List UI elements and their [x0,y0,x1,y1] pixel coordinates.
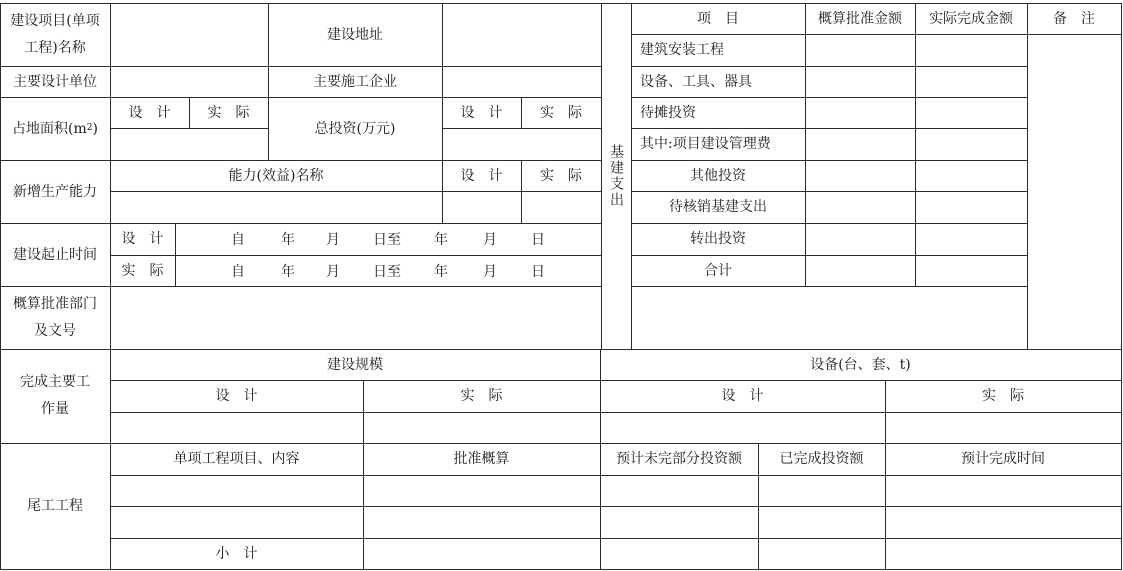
expenditure-item: 转出投资 [690,231,746,247]
capital-expenditure-label: 基建支出 [608,144,624,208]
date-month: 月 [483,263,497,280]
capacity-name-label: 能力(效益)名称 [228,167,324,184]
capacity-design-label: 设 计 [460,167,503,184]
designer-label: 主要设计单位 [13,73,97,90]
period-design-label: 设 计 [121,231,164,247]
land-area-actual-label: 实 际 [207,104,250,121]
equipment-actual-field[interactable] [886,413,1121,443]
date-year: 年 [281,232,295,248]
expenditure-item: 待核销基建支出 [669,199,767,215]
project-name-label: 建设项目(单项工程)名称 [10,12,100,56]
capacity-actual-field[interactable] [522,192,601,223]
land-area-suffix: ) [92,120,98,137]
approval-dept-field[interactable] [111,287,601,349]
date-day-to: 日至 [373,263,401,280]
land-area-design-field[interactable] [111,129,189,160]
address-field[interactable] [443,4,601,66]
land-area-sup: 2 [86,123,93,133]
expenditure-blank-row[interactable] [632,287,1027,349]
capacity-design-field[interactable] [443,192,521,223]
subtotal-label: 小 计 [215,545,258,562]
expenditure-item: 合计 [704,262,732,279]
new-capacity-label: 新增生产能力 [13,183,97,200]
expenditure-header-remarks: 备 注 [1053,10,1095,27]
equipment-design-label: 设 计 [721,388,764,404]
investment-design-field[interactable] [443,129,521,160]
period-actual-label: 实 际 [121,262,164,279]
equipment-design-field[interactable] [601,413,885,443]
date-day-to: 日至 [373,232,401,248]
date-from: 自 [231,263,245,280]
frame-right [1121,3,1122,570]
date-year: 年 [434,232,448,248]
investment-actual-label: 实 际 [540,104,582,121]
actual-amount-column[interactable] [916,35,1027,286]
expenditure-header-actual: 实际完成金额 [929,10,1013,27]
approved-amount-column[interactable] [806,35,915,286]
scale-actual-field[interactable] [364,413,600,443]
date-day: 日 [531,232,545,248]
period-design-dates[interactable] [176,223,601,255]
date-month: 月 [483,232,497,248]
total-investment-label: 总投资(万元) [314,120,396,137]
expenditure-header-item: 项 目 [697,10,739,27]
remarks-field[interactable] [1028,35,1121,349]
land-area-label [0,97,110,160]
date-from: 自 [231,232,245,248]
expenditure-item: 其中:项目建设管理费 [640,136,771,152]
contractor-label: 主要施工企业 [313,73,397,90]
tail-header-time: 预计完成时间 [961,451,1045,467]
tail-row[interactable] [111,507,1121,538]
date-day: 日 [531,263,545,280]
expenditure-item: 设备、工具、器具 [640,73,752,90]
scale-design-label: 设 计 [215,388,258,404]
construction-period-label: 建设起止时间 [13,246,97,263]
tail-header-remaining: 预计未完部分投资额 [616,451,742,467]
investment-design-label: 设 计 [460,104,503,121]
frame-bottom [0,569,1122,570]
date-month: 月 [326,263,340,280]
equipment-header: 设备(台、套、t) [810,356,911,373]
period-actual-dates[interactable] [176,255,601,286]
date-month: 月 [326,232,340,248]
date-year: 年 [281,263,295,280]
address-label: 建设地址 [327,26,383,43]
tail-header-project: 单项工程项目、内容 [173,451,300,467]
scale-actual-label: 实 际 [460,388,503,404]
date-year: 年 [434,263,448,280]
tail-row[interactable] [111,476,1121,506]
contractor-field[interactable] [443,67,601,97]
expenditure-item: 待摊投资 [640,104,696,121]
land-area-actual-field[interactable] [190,129,268,160]
designer-field[interactable] [111,67,268,97]
investment-actual-field[interactable] [522,129,601,160]
approval-dept-label: 概算批准部门及文号 [13,295,97,339]
land-area-design-label: 设 计 [128,104,171,121]
project-name-field[interactable] [111,4,268,66]
construction-scale-header: 建设规模 [327,356,383,373]
expenditure-item: 建筑安装工程 [640,42,724,58]
capacity-actual-label: 实 际 [540,167,582,184]
scale-design-field[interactable] [111,413,363,443]
expenditure-item: 其他投资 [690,167,746,184]
land-area-prefix: 占地面积(m [12,120,87,137]
equipment-actual-label: 实 际 [982,388,1024,404]
tail-works-label: 尾工工程 [27,498,83,514]
tail-header-budget: 批准概算 [453,451,510,467]
capacity-name-field[interactable] [111,192,442,223]
tail-header-completed: 已完成投资额 [779,451,864,467]
expenditure-header-approved: 概算批准金额 [818,10,902,27]
subtotal-row-fields[interactable] [364,539,1121,569]
main-workload-label: 完成主要工作量 [20,374,90,417]
